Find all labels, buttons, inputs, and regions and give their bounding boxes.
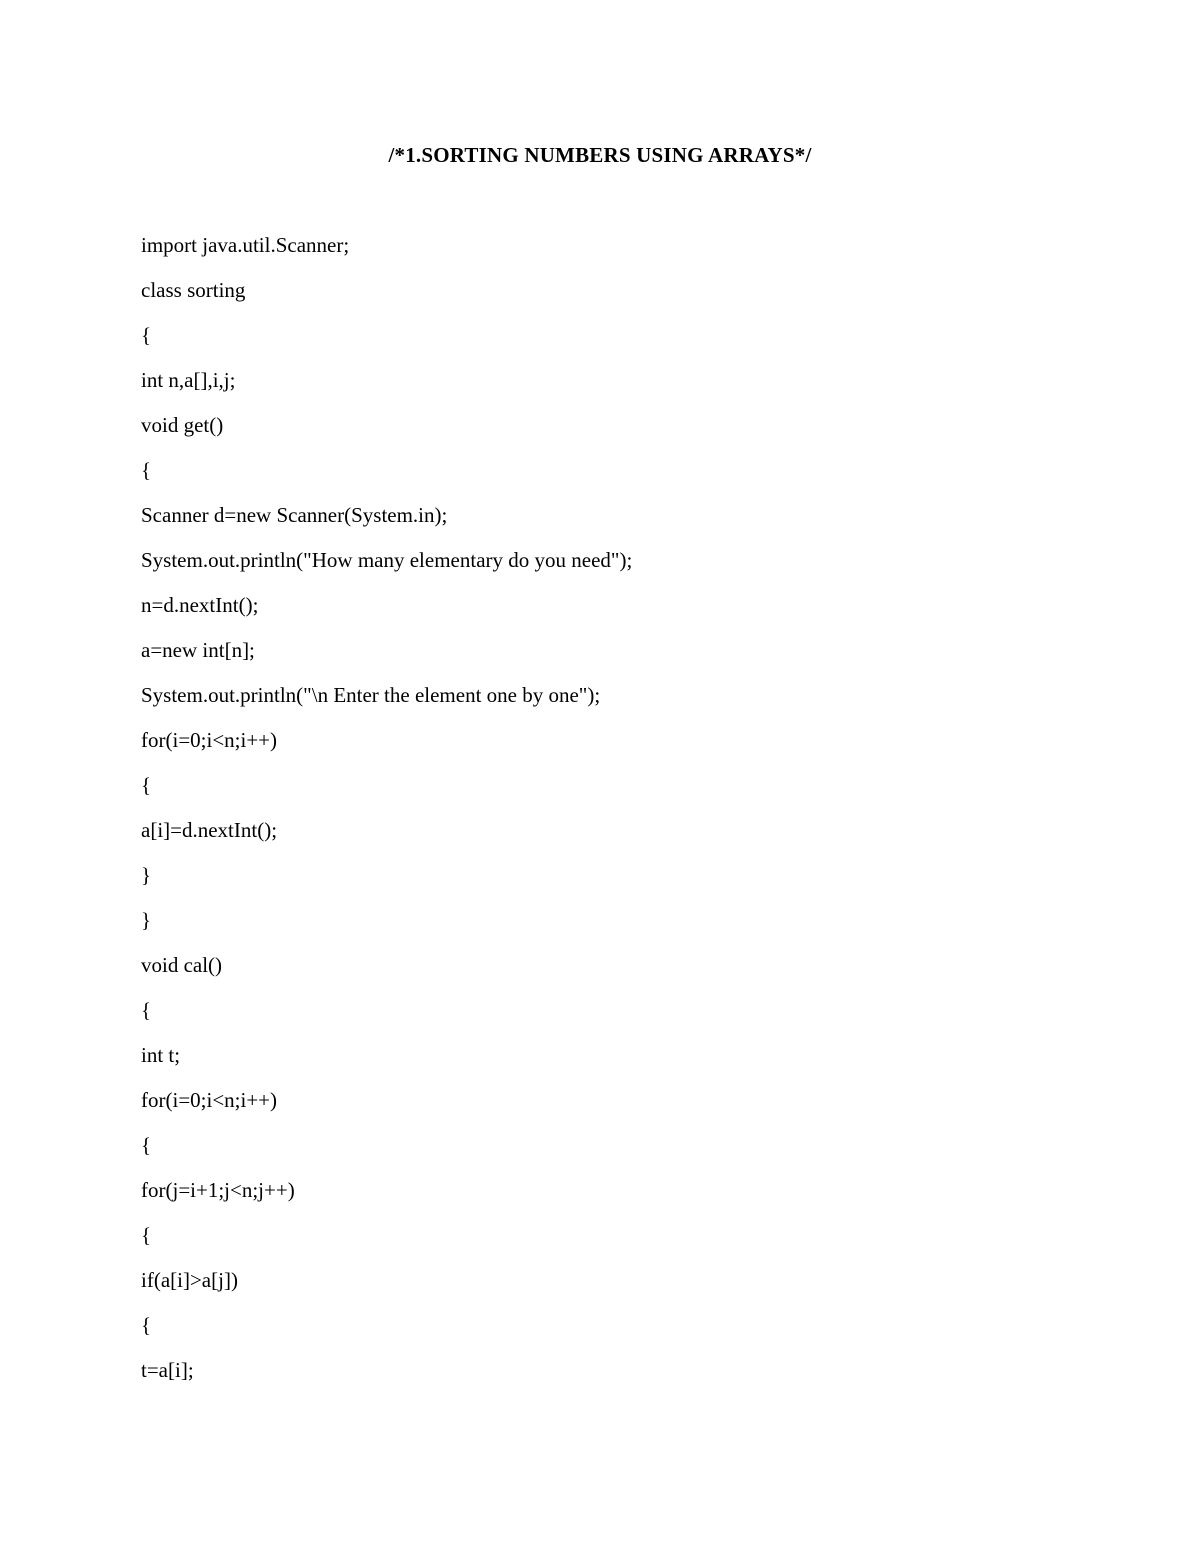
code-line: for(j=i+1;j<n;j++): [141, 1178, 295, 1202]
code-line: }: [141, 863, 152, 887]
code-line: {: [141, 998, 152, 1022]
code-line: {: [141, 323, 152, 347]
code-line: {: [141, 1223, 152, 1247]
code-line: a=new int[n];: [141, 638, 255, 662]
code-line: for(i=0;i<n;i++): [141, 728, 278, 752]
code-line: n=d.nextInt();: [141, 593, 259, 617]
code-line: void cal(): [141, 953, 223, 977]
code-line: for(i=0;i<n;i++): [141, 1088, 278, 1112]
code-line: System.out.println("How many elementary do you need");: [141, 548, 633, 572]
code-line: {: [141, 1313, 152, 1337]
code-line: int n,a[],i,j;: [141, 368, 236, 392]
code-line: {: [141, 1133, 152, 1157]
code-line: if(a[i]>a[j]): [141, 1268, 238, 1292]
code-line: a[i]=d.nextInt();: [141, 818, 278, 842]
code-line: int t;: [141, 1043, 181, 1067]
code-listing: [141, 229, 1141, 1399]
code-line: t=a[i];: [141, 1358, 194, 1382]
code-line: Scanner d=new Scanner(System.in);: [141, 503, 448, 527]
code-line: }: [141, 908, 152, 932]
code-line: {: [141, 458, 152, 482]
code-line: {: [141, 773, 152, 797]
document-title: /*1.SORTING NUMBERS USING ARRAYS*/: [388, 143, 812, 167]
code-line: import java.util.Scanner;: [141, 233, 350, 257]
code-line: void get(): [141, 413, 224, 437]
code-line: System.out.println("\n Enter the element one by one");: [141, 683, 601, 707]
code-line: class sorting: [141, 278, 246, 302]
